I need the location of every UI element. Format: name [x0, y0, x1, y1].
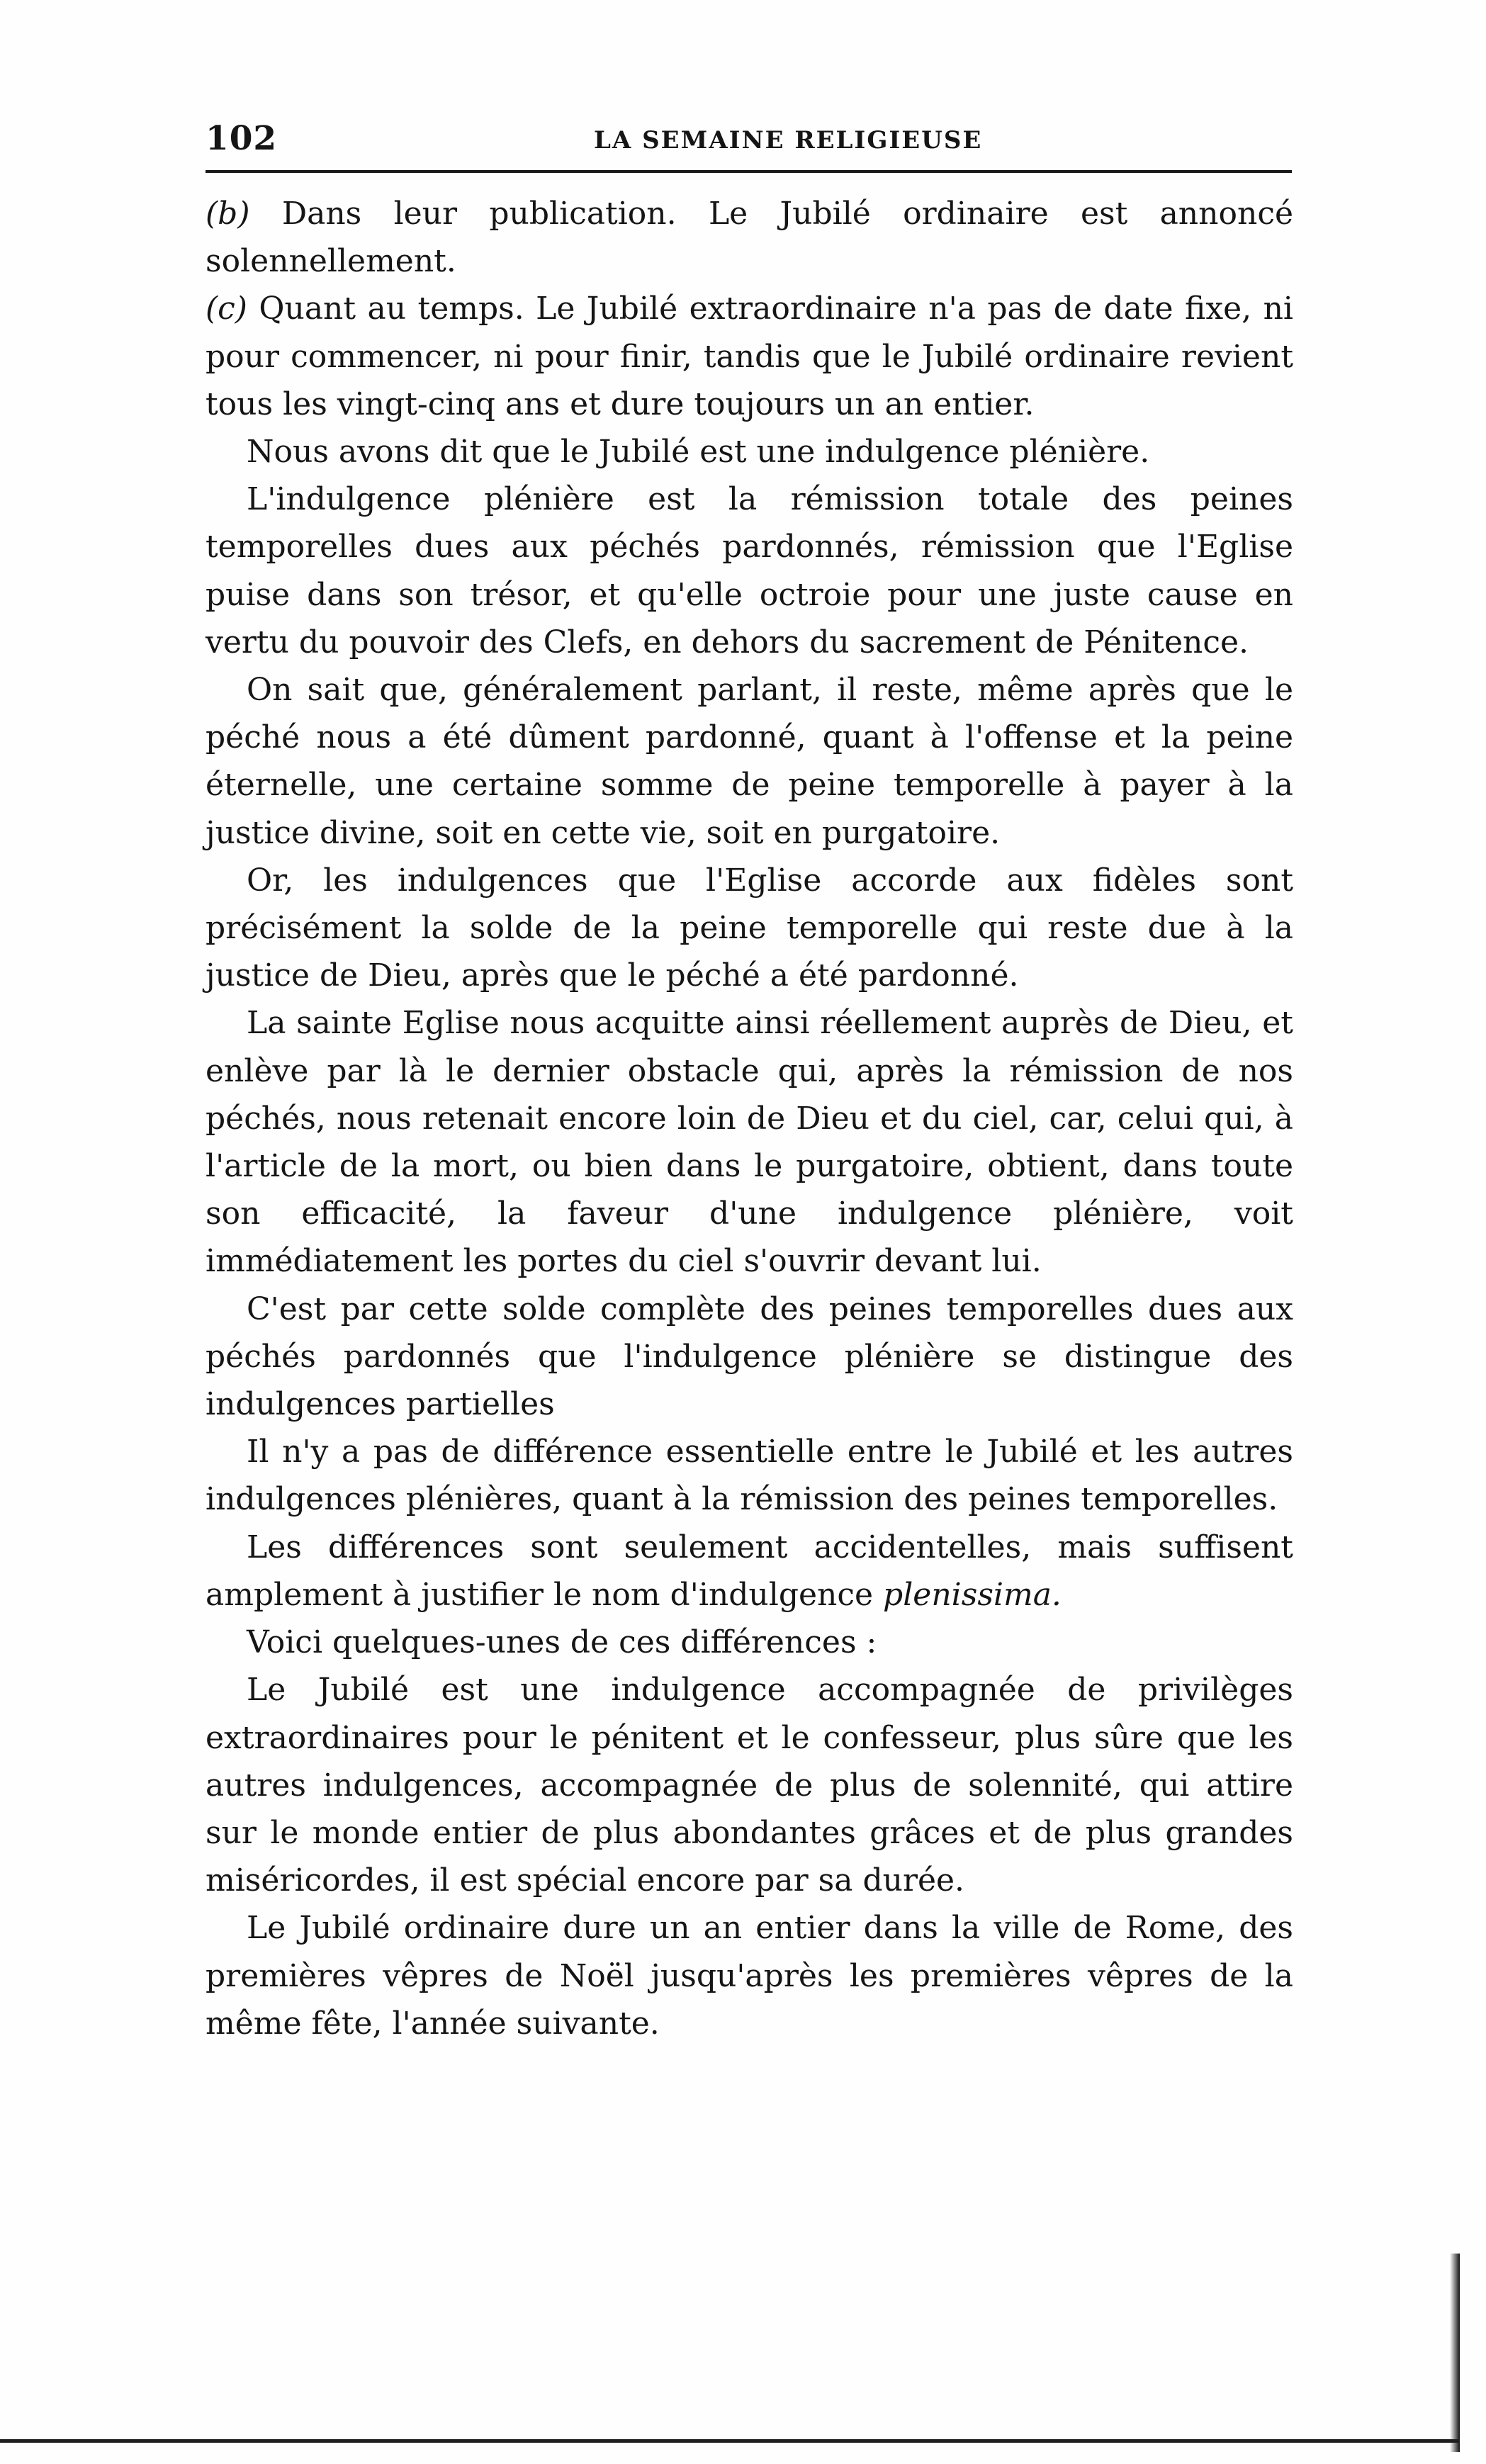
page-edge-shadow [1450, 2254, 1460, 2452]
paragraph: Nous avons dit que le Jubilé est une indulgence plénière. [247, 434, 1150, 471]
paragraph-marker: (c) [206, 291, 247, 327]
paragraph: Voici quelques-unes de ces différences : [247, 1624, 877, 1661]
page-bottom-edge [0, 2439, 1460, 2443]
paragraph [206, 1524, 1293, 1619]
page-number: 102 [206, 119, 278, 158]
paragraph-c [206, 285, 1293, 428]
paragraph-text: Quant au temps. Le Jubilé extraordinaire n'a pas de date fixe, ni pour commencer, ni pour finir, tandis que le Jubilé ordinaire revient tous les vingt-cinq ans et dure toujours un an entier. [206, 291, 1293, 422]
body-text [206, 190, 1293, 2047]
header-rule [206, 170, 1292, 173]
paragraph: Or, les indulgences que l'Eglise accorde aux fidèles sont précisément la solde de la peine temporelle qui reste due à la justice de Dieu, après que le péché a été pardonné. [206, 862, 1293, 994]
paragraph: Il n'y a pas de différence essentielle entre le Jubilé et les autres indulgences plénières, quant à la rémission des peines temporelles. [206, 1434, 1293, 1518]
paragraph: Le Jubilé ordinaire dure un an entier dans la ville de Rome, des premières vêpres de Noël jusqu'après les premières vêpres de la même fête, l'année suivante. [206, 1910, 1293, 2042]
paragraph-text: Les différences sont seulement accidentelles, mais suffisent amplement à justifier le nom d'indulgence [206, 1529, 1293, 1613]
paragraph: Le Jubilé est une indulgence accompagnée de privilèges extraordinaires pour le pénitent et le confesseur, plus sûre que les autres indulgences, accompagnée de plus de solennité, qui attire sur le monde entier de plus abondantes grâces et de plus grandes miséricordes, il est spécial encore par sa durée. [206, 1672, 1293, 1899]
paragraph: On sait que, généralement parlant, il reste, même après que le péché nous a été dûment pardonné, quant à l'offense et la peine éternelle, une certaine somme de peine temporelle à payer à la justice divine, soit en cette vie, soit en purgatoire. [206, 672, 1293, 851]
paragraph: La sainte Eglise nous acquitte ainsi réellement auprès de Dieu, et enlève par là le dernier obstacle qui, après la rémission de nos péchés, nous retenait encore loin de Dieu et du ciel, car, celui qui, à l'article de la mort, ou bien dans le purgatoire, obtient, dans toute son efficacité, la faveur d'une indulgence plénière, voit immédiatement les portes du ciel s'ouvrir devant lui. [206, 1005, 1293, 1280]
page-header [206, 119, 1290, 164]
paragraph-text: Dans leur publication. Le Jubilé ordinaire est annoncé solennellement. [206, 196, 1293, 280]
paragraph: C'est par cette solde complète des peines temporelles dues aux péchés pardonnés que l'indulgence plénière se distingue des indulgences partielles [206, 1290, 1293, 1423]
running-title: LA SEMAINE RELIGIEUSE [594, 126, 983, 154]
paragraph-marker: (b) [206, 196, 250, 232]
latin-term: plenissima. [883, 1576, 1062, 1613]
paragraph-b [206, 190, 1293, 285]
paragraph: L'indulgence plénière est la rémission totale des peines temporelles dues aux péchés pardonnés, rémission que l'Eglise puise dans son trésor, et qu'elle octroie pour une juste cause en vertu du pouvoir des Clefs, en dehors du sacrement de Pénitence. [206, 481, 1293, 660]
